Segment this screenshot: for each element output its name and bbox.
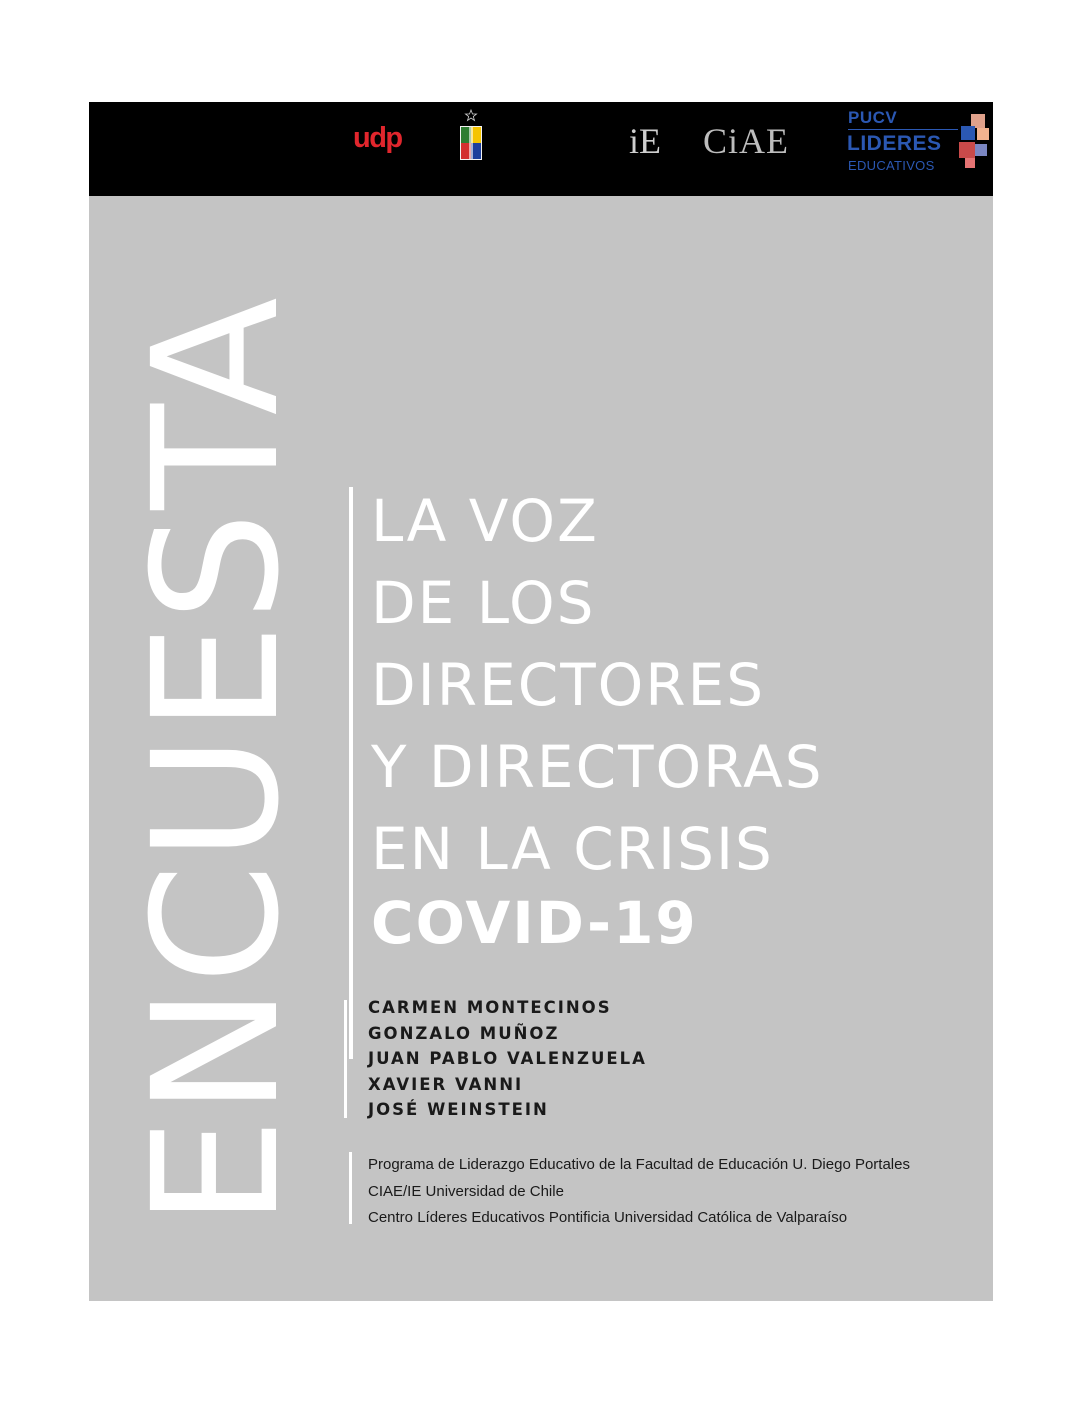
author-name: XAVIER VANNI — [368, 1074, 524, 1094]
authors-divider — [344, 1000, 347, 1118]
report-cover — [89, 102, 993, 1301]
report-title — [371, 480, 824, 956]
author-name: CARMEN MONTECINOS — [368, 998, 612, 1017]
title-divider — [349, 487, 353, 1059]
institution-line: Centro Líderes Educativos Pontificia Universidad Católica de Valparaíso — [368, 1209, 848, 1226]
universidad-de-chile-crest-icon — [458, 108, 484, 164]
title-line: Y DIRECTORAS — [371, 733, 824, 801]
ie-logo: iE — [629, 121, 662, 161]
title-line: DE LOS — [371, 569, 596, 637]
vertical-title-encuesta: ENCUESTA — [115, 295, 317, 1227]
author-name: JUAN PABLO VALENZUELA — [368, 1049, 647, 1069]
pucv-lideres-educativos-logo: PUCV LIDERES EDUCATIVOS — [845, 108, 993, 176]
pucv-squares-icon — [955, 114, 995, 176]
author-list — [368, 995, 647, 1123]
title-covid: COVID-19 — [371, 889, 698, 957]
ciae-logo: CiAE — [703, 121, 790, 161]
title-line: DIRECTORES — [371, 651, 766, 719]
author-name: JOSÉ WEINSTEIN — [368, 1100, 549, 1120]
title-line: EN LA CRISIS — [371, 815, 774, 883]
udp-logo: udp — [353, 122, 402, 154]
author-name: GONZALO MUÑOZ — [368, 1023, 560, 1043]
institution-list — [368, 1152, 910, 1232]
institution-line: Programa de Liderazgo Educativo de la Facultad de Educación U. Diego Portales — [368, 1156, 910, 1173]
institution-line: CIAE/IE Universidad de Chile — [368, 1182, 564, 1200]
institutions-divider — [349, 1152, 352, 1224]
logo-bar — [89, 102, 993, 196]
title-line: LA VOZ — [371, 487, 599, 555]
